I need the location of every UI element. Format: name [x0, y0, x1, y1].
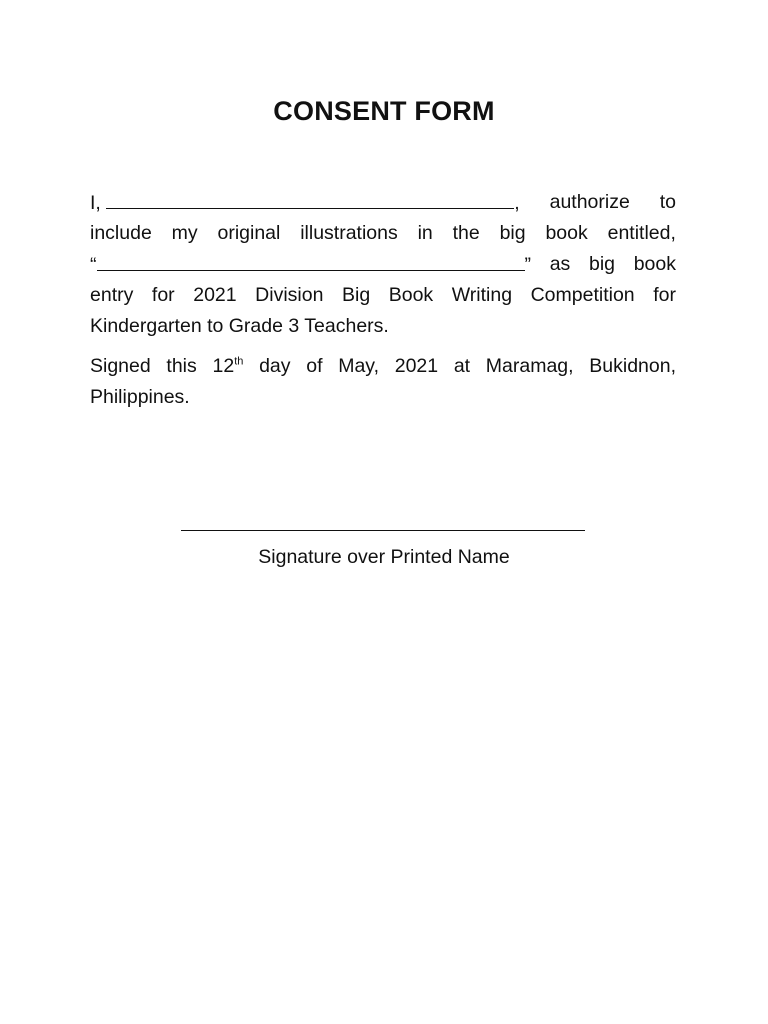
- day-number: 12: [212, 355, 235, 377]
- book-title-blank-field[interactable]: [97, 249, 525, 271]
- word: May,: [338, 355, 380, 377]
- word: big: [588, 253, 616, 275]
- signature-caption: Signature over Printed Name: [258, 546, 510, 568]
- word: Division: [255, 284, 324, 306]
- word: at: [453, 355, 471, 377]
- word: Maramag,: [485, 355, 574, 377]
- word: 2021: [394, 355, 439, 377]
- name-blank-field[interactable]: [106, 187, 514, 209]
- signature-line[interactable]: [181, 530, 585, 531]
- comma-text: ,: [514, 192, 520, 214]
- word: Writing: [451, 284, 513, 306]
- word: to: [659, 191, 676, 213]
- word: entry: [90, 284, 134, 306]
- page-title: CONSENT FORM: [273, 96, 495, 126]
- paragraph-line: [90, 187, 676, 218]
- word: Signed: [90, 355, 151, 377]
- authorization-paragraph: [90, 187, 676, 342]
- word: 2021: [193, 284, 237, 306]
- word: Book: [388, 284, 434, 306]
- word: include: [90, 222, 152, 244]
- paragraph-line: [90, 280, 676, 311]
- word: authorize: [549, 191, 630, 213]
- word: of: [306, 355, 323, 377]
- word: my: [171, 222, 198, 244]
- word: illustrations: [300, 222, 398, 244]
- paragraph-line: [90, 311, 676, 342]
- close-quote: ”: [524, 254, 531, 276]
- word: Bukidnon,: [589, 355, 676, 377]
- day-ordinal: [212, 351, 243, 382]
- signing-paragraph: [90, 351, 676, 413]
- word: entitled,: [607, 222, 676, 244]
- word: in: [417, 222, 433, 244]
- word: book: [545, 222, 588, 244]
- paragraph-last-line: Kindergarten to Grade 3 Teachers.: [90, 315, 389, 337]
- word: as: [549, 253, 571, 275]
- name-blank-group: [90, 187, 520, 218]
- word: for: [653, 284, 676, 306]
- word: Big: [341, 284, 371, 306]
- pronoun-text: I,: [90, 192, 101, 214]
- word: book: [633, 253, 676, 275]
- word: Competition: [530, 284, 635, 306]
- word: big: [499, 222, 526, 244]
- paragraph-line: [90, 218, 676, 249]
- paragraph-last-line: Philippines.: [90, 386, 190, 408]
- word: for: [151, 284, 175, 306]
- open-quote: “: [90, 254, 97, 276]
- paragraph-line: [90, 351, 676, 382]
- paragraph-line: [90, 382, 676, 413]
- word: the: [452, 222, 480, 244]
- word: this: [166, 355, 197, 377]
- title-blank-group: [90, 249, 531, 280]
- day-suffix: th: [234, 355, 244, 368]
- word: day: [259, 355, 291, 377]
- word: original: [217, 222, 281, 244]
- paragraph-line: [90, 249, 676, 280]
